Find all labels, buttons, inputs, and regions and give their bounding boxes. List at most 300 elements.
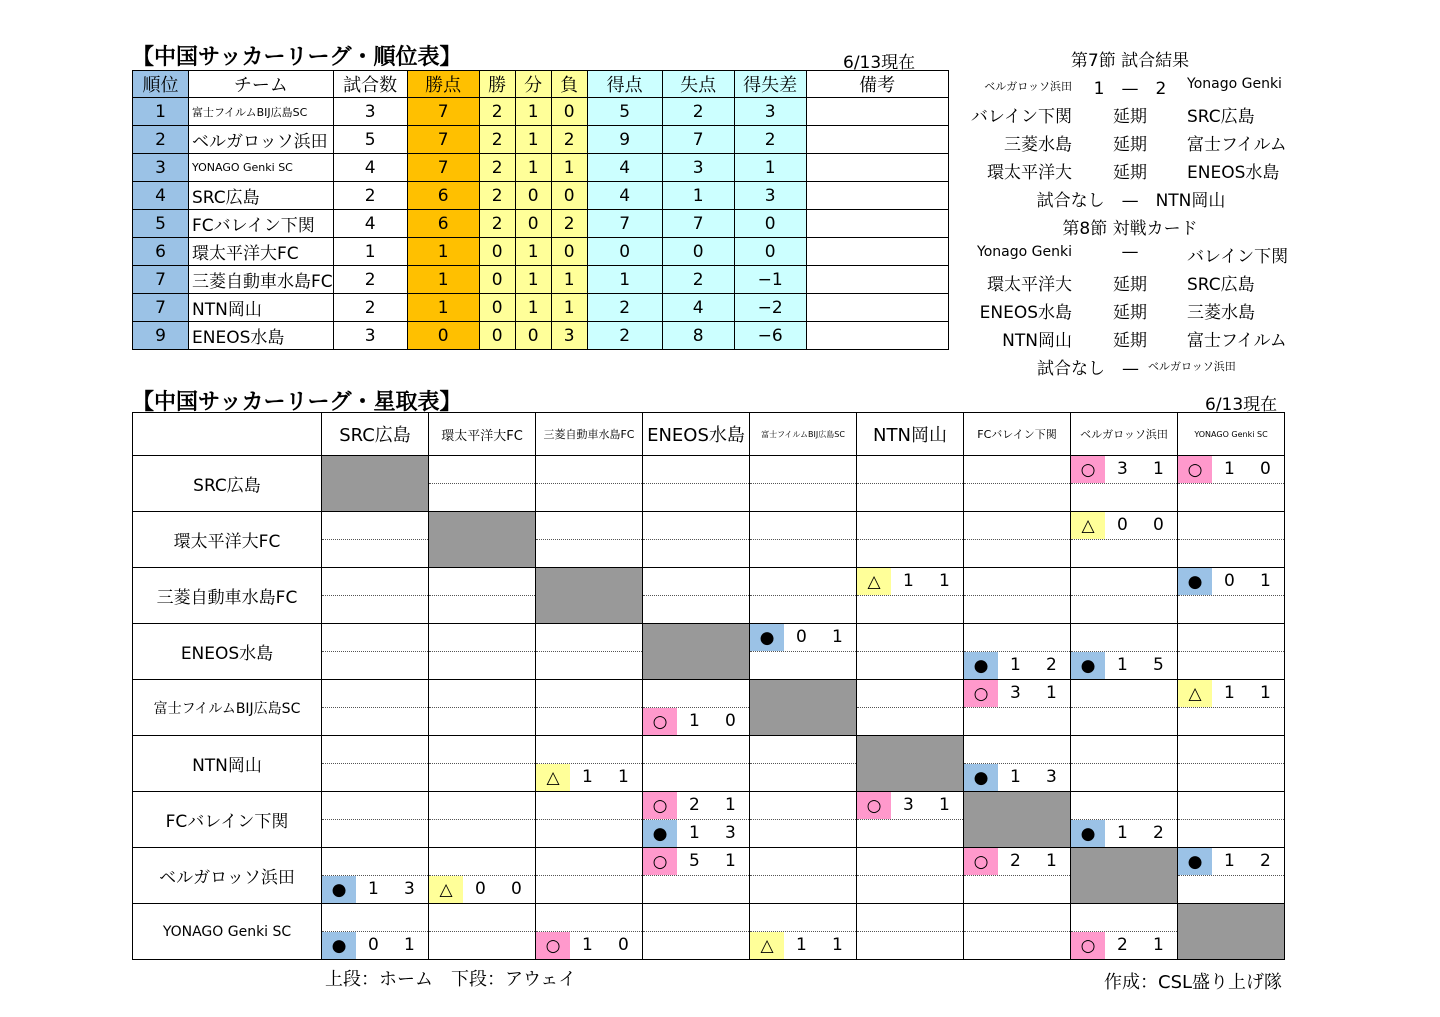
grid-col-header: NTN岡山 (857, 413, 964, 456)
grid-cell (643, 792, 750, 848)
grid-row-header: YONAGO Genki SC (133, 904, 322, 960)
grid-cell (322, 848, 429, 904)
round8-score: 延期 (1113, 275, 1147, 295)
grid-bot-half (750, 540, 856, 567)
grid-bot-half (1071, 932, 1177, 959)
grid-bot-half (964, 652, 1070, 679)
grid-row-header: ベルガロッソ浜田 (133, 848, 322, 904)
grid-cell (1178, 792, 1285, 848)
cell-points: 7 (407, 154, 479, 182)
grid-top-half (964, 512, 1070, 540)
grid-cell (322, 904, 429, 960)
cell-team: FCバレイン下関 (189, 210, 334, 238)
grid-top-half (536, 624, 642, 652)
grid-row-header: NTN岡山 (133, 736, 322, 792)
header-losses: 負 (551, 71, 587, 98)
result-mark: ● (322, 876, 356, 903)
grid-cell (643, 512, 750, 568)
grid-cell (1071, 568, 1178, 624)
cell-rank: 1 (133, 98, 189, 126)
grid-top-half (964, 736, 1070, 764)
round8-title: 第8節 対戦カード (1062, 219, 1198, 239)
grid-bot-half (1071, 820, 1177, 847)
grid-bot-half (1178, 764, 1284, 791)
grid-top-half (964, 904, 1070, 932)
grid-bot-half (643, 876, 749, 903)
standings-row (133, 322, 949, 350)
round8-home: Yonago Genki (977, 244, 1072, 260)
cell-goals-for: 0 (587, 238, 662, 266)
header-draws: 分 (515, 71, 551, 98)
cell-losses: 2 (551, 210, 587, 238)
grid-self-cell (322, 456, 429, 512)
grid-top-half (643, 848, 749, 876)
cell-goals-for: 7 (587, 210, 662, 238)
grid-row-header: ENEOS水島 (133, 624, 322, 680)
grid-bot-half (322, 820, 428, 847)
grid-bot-half (857, 820, 963, 847)
cell-rank: 4 (133, 182, 189, 210)
grid-top-half (322, 568, 428, 596)
grid-cell (1178, 848, 1285, 904)
cell-team: 三菱自動車水島FC (189, 266, 334, 294)
standings-row (133, 266, 949, 294)
goals-for: 3 (903, 795, 914, 815)
goals-for: 1 (689, 823, 700, 843)
cell-note (806, 322, 948, 350)
grid-bot-half (750, 484, 856, 511)
cell-goal-diff: 0 (734, 210, 806, 238)
cell-note (806, 266, 948, 294)
header-rank: 順位 (133, 71, 189, 98)
goals-for: 3 (1010, 683, 1021, 703)
grid-cell (536, 904, 643, 960)
grid-self-cell (750, 680, 857, 736)
cell-goals-against: 7 (662, 126, 734, 154)
result-mark: ○ (1071, 456, 1105, 483)
cell-points: 7 (407, 126, 479, 154)
grid-self-cell (1178, 904, 1285, 960)
grid-cell (964, 624, 1071, 680)
standings-row (133, 294, 949, 322)
header-goals-against: 失点 (662, 71, 734, 98)
cell-team: NTN岡山 (189, 294, 334, 322)
grid-bot-half (322, 876, 428, 903)
grid-top-half (964, 680, 1070, 708)
grid-bot-half (536, 652, 642, 679)
cell-draws: 0 (515, 182, 551, 210)
round7-bye: 試合なし — NTN岡山 (1036, 191, 1226, 211)
cell-note (806, 182, 948, 210)
grid-bot-half (643, 540, 749, 567)
grid-top-half (429, 736, 535, 764)
grid-cell (857, 512, 964, 568)
cell-losses: 3 (551, 322, 587, 350)
grid-bot-half (536, 820, 642, 847)
round7-away: ENEOS水島 (1187, 163, 1280, 183)
grid-top-half (322, 904, 428, 932)
header-goals-for: 得点 (587, 71, 662, 98)
grid-cell (1178, 568, 1285, 624)
goals-against: 1 (725, 851, 736, 871)
cell-goal-diff: 3 (734, 182, 806, 210)
goals-against: 1 (832, 935, 843, 955)
grid-bot-half (643, 820, 749, 847)
goals-for: 1 (1224, 683, 1235, 703)
cell-losses: 0 (551, 98, 587, 126)
goals-for: 1 (1224, 851, 1235, 871)
header-points: 勝点 (407, 71, 479, 98)
cell-draws: 1 (515, 126, 551, 154)
goals-against: 0 (725, 711, 736, 731)
goals-for: 1 (796, 935, 807, 955)
cell-wins: 2 (479, 154, 515, 182)
grid-bot-half (429, 932, 535, 959)
cell-team: YONAGO Genki SC (189, 154, 334, 182)
grid-row (133, 848, 1285, 904)
cell-goals-for: 1 (587, 266, 662, 294)
cell-points: 1 (407, 266, 479, 294)
goals-against: 2 (1260, 851, 1271, 871)
grid-cell (536, 624, 643, 680)
grid-cell (322, 568, 429, 624)
round8-score: 延期 (1113, 303, 1147, 323)
grid-top-half (1178, 680, 1284, 708)
cell-goals-against: 4 (662, 294, 734, 322)
cell-games: 2 (333, 294, 407, 322)
standings-header-row (133, 71, 949, 98)
cell-losses: 2 (551, 126, 587, 154)
grid-cell (536, 848, 643, 904)
grid-top-half (750, 736, 856, 764)
round7-score: 延期 (1113, 107, 1147, 127)
grid-bot-half (750, 652, 856, 679)
grid-cell (536, 792, 643, 848)
grid-cell (964, 736, 1071, 792)
goals-against: 1 (1153, 459, 1164, 479)
grid-bot-half (1178, 708, 1284, 735)
cell-goals-against: 7 (662, 210, 734, 238)
cell-losses: 0 (551, 238, 587, 266)
cell-goals-for: 2 (587, 322, 662, 350)
round8-bye-team: ベルガロッソ浜田 (1148, 360, 1236, 373)
grid-cell (1071, 792, 1178, 848)
grid-bot-half (643, 764, 749, 791)
grid-cell (536, 456, 643, 512)
grid-cell (536, 680, 643, 736)
cell-goals-against: 1 (662, 182, 734, 210)
grid-bot-half (1178, 820, 1284, 847)
grid-cell (1071, 624, 1178, 680)
grid-bot-half (1178, 484, 1284, 511)
grid-bot-half (857, 540, 963, 567)
round7-score: 1 — 2 (1093, 79, 1167, 99)
round8-away: SRC広島 (1187, 275, 1255, 295)
grid-self-cell (964, 792, 1071, 848)
cell-losses: 1 (551, 154, 587, 182)
cell-note (806, 210, 948, 238)
grid-top-half (857, 680, 963, 708)
grid-bot-half (1071, 652, 1177, 679)
grid-bot-half (536, 764, 642, 791)
result-mark: ● (964, 652, 998, 679)
grid-top-half (1071, 736, 1177, 764)
grid-top-half (429, 680, 535, 708)
cell-goal-diff: 3 (734, 98, 806, 126)
grid-top-half (857, 792, 963, 820)
grid-bot-half (429, 652, 535, 679)
round8-home: NTN岡山 (1002, 331, 1072, 351)
cell-rank: 6 (133, 238, 189, 266)
goals-for: 1 (689, 711, 700, 731)
grid-top-half (1071, 792, 1177, 820)
grid-cell (750, 456, 857, 512)
grid-cell (322, 680, 429, 736)
standings-as-of: 6/13現在 (843, 53, 916, 73)
grid-top-half (857, 568, 963, 596)
grid-cell (857, 848, 964, 904)
result-mark: ● (322, 932, 356, 959)
grid-cell (750, 624, 857, 680)
grid-cell (1178, 512, 1285, 568)
grid-cell (643, 568, 750, 624)
goals-for: 3 (1117, 459, 1128, 479)
grid-cell (857, 680, 964, 736)
goals-against: 1 (404, 935, 415, 955)
grid-bot-half (322, 932, 428, 959)
grid-top-half (857, 904, 963, 932)
result-mark: ○ (1071, 932, 1105, 959)
grid-cell (857, 456, 964, 512)
grid-top-half (429, 624, 535, 652)
cell-goals-for: 4 (587, 182, 662, 210)
result-mark: △ (857, 568, 891, 595)
cell-draws: 1 (515, 294, 551, 322)
goals-against: 3 (404, 879, 415, 899)
grid-bot-half (429, 708, 535, 735)
standings-row (133, 126, 949, 154)
cell-wins: 2 (479, 126, 515, 154)
cell-rank: 2 (133, 126, 189, 154)
result-mark: ○ (643, 708, 677, 735)
grid-cell (750, 512, 857, 568)
round8-home: ENEOS水島 (979, 303, 1072, 323)
grid-bot-half (429, 484, 535, 511)
grid-top-half (322, 680, 428, 708)
grid-cell (322, 624, 429, 680)
standings-row (133, 238, 949, 266)
grid-col-header: ENEOS水島 (643, 413, 750, 456)
grid-top-half (643, 792, 749, 820)
grid-top-half (857, 848, 963, 876)
grid-bot-half (1178, 596, 1284, 623)
grid-corner (133, 413, 322, 456)
grid-col-header: 富士フイルムBIJ広島SC (750, 413, 857, 456)
cell-losses: 0 (551, 182, 587, 210)
grid-top-half (1178, 848, 1284, 876)
grid-bot-half (1071, 484, 1177, 511)
round7-score: 延期 (1113, 135, 1147, 155)
grid-top-half (964, 456, 1070, 484)
cell-wins: 2 (479, 98, 515, 126)
round7-home: 環太平洋大 (987, 163, 1072, 183)
grid-bot-half (643, 484, 749, 511)
header-team: チーム (189, 71, 334, 98)
standings-row (133, 98, 949, 126)
grid-top-half (643, 904, 749, 932)
cell-draws: 1 (515, 98, 551, 126)
grid-bot-half (429, 596, 535, 623)
goals-against: 0 (618, 935, 629, 955)
goals-for: 5 (689, 851, 700, 871)
grid-top-half (322, 792, 428, 820)
grid-top-half (643, 736, 749, 764)
grid-cell (429, 624, 536, 680)
grid-top-half (1178, 624, 1284, 652)
cell-team: 環太平洋大FC (189, 238, 334, 266)
grid-top-half (964, 568, 1070, 596)
grid-bot-half (429, 876, 535, 903)
round8-bye-label: 試合なし — (1037, 359, 1139, 379)
grid-bot-half (964, 764, 1070, 791)
goals-for: 2 (1117, 935, 1128, 955)
goals-for: 1 (1224, 459, 1235, 479)
grid-cell (429, 848, 536, 904)
grid-top-half (1071, 680, 1177, 708)
grid-cell (322, 736, 429, 792)
grid-top-half (429, 904, 535, 932)
grid-cell (1178, 624, 1285, 680)
grid-row (133, 792, 1285, 848)
round8-away: バレイン下関 (1187, 247, 1289, 267)
grid-cell (964, 680, 1071, 736)
grid-bot-half (643, 708, 749, 735)
grid-bot-half (964, 932, 1070, 959)
grid-bot-half (1071, 764, 1177, 791)
cell-points: 7 (407, 98, 479, 126)
cell-note (806, 154, 948, 182)
grid-bot-half (429, 820, 535, 847)
cell-games: 5 (333, 126, 407, 154)
cell-draws: 1 (515, 266, 551, 294)
grid-cell (964, 904, 1071, 960)
grid-bot-half (322, 764, 428, 791)
grid-bot-half (964, 484, 1070, 511)
grid-top-half (429, 456, 535, 484)
grid-bot-half (750, 932, 856, 959)
grid-top-half (857, 456, 963, 484)
goals-against: 1 (1153, 935, 1164, 955)
grid-top-half (750, 624, 856, 652)
result-mark: ○ (643, 848, 677, 875)
goals-for: 0 (796, 627, 807, 647)
grid-bot-half (857, 876, 963, 903)
grid-bot-half (322, 708, 428, 735)
grid-cell (643, 456, 750, 512)
cell-points: 1 (407, 238, 479, 266)
grid-cell (536, 512, 643, 568)
grid-row (133, 904, 1285, 960)
cell-wins: 0 (479, 294, 515, 322)
grid-top-half (643, 456, 749, 484)
header-goal-diff: 得失差 (734, 71, 806, 98)
grid-bot-half (1178, 876, 1284, 903)
grid-bot-half (536, 484, 642, 511)
grid-cell (1071, 904, 1178, 960)
result-mark: ○ (536, 932, 570, 959)
cell-goals-against: 2 (662, 266, 734, 294)
cell-goals-against: 8 (662, 322, 734, 350)
goals-for: 1 (903, 571, 914, 591)
grid-bot-half (1178, 540, 1284, 567)
cell-points: 1 (407, 294, 479, 322)
cell-games: 2 (333, 266, 407, 294)
cell-losses: 1 (551, 294, 587, 322)
result-mark: ○ (964, 848, 998, 875)
grid-bot-half (964, 708, 1070, 735)
result-mark: △ (750, 932, 784, 959)
grid-cell (429, 736, 536, 792)
grid-cell (750, 736, 857, 792)
goals-for: 2 (1010, 851, 1021, 871)
round7-away: Yonago Genki (1187, 76, 1282, 92)
cell-goals-against: 3 (662, 154, 734, 182)
goals-against: 1 (1260, 683, 1271, 703)
grid-cell (1178, 456, 1285, 512)
cell-games: 1 (333, 238, 407, 266)
goals-for: 0 (1224, 571, 1235, 591)
cell-rank: 5 (133, 210, 189, 238)
grid-cell (643, 680, 750, 736)
grid-cell (536, 736, 643, 792)
standings-row (133, 210, 949, 238)
grid-cell (1178, 736, 1285, 792)
round7-home: 三菱水島 (1004, 135, 1072, 155)
grid-cell (964, 512, 1071, 568)
cell-rank: 9 (133, 322, 189, 350)
goals-against: 3 (1046, 767, 1057, 787)
grid-bot-half (322, 596, 428, 623)
grid-col-header: 環太平洋大FC (429, 413, 536, 456)
grid-self-cell (857, 736, 964, 792)
cell-team: ベルガロッソ浜田 (189, 126, 334, 154)
grid-col-header: SRC広島 (322, 413, 429, 456)
cell-games: 4 (333, 210, 407, 238)
cell-team: 富士フイルムBIJ広島SC (189, 98, 334, 126)
cell-goal-diff: −2 (734, 294, 806, 322)
cell-goal-diff: 2 (734, 126, 806, 154)
goals-for: 2 (689, 795, 700, 815)
grid-self-cell (1071, 848, 1178, 904)
grid-top-half (1071, 904, 1177, 932)
grid-cell (750, 568, 857, 624)
grid-top-half (536, 680, 642, 708)
grid-row-header: 三菱自動車水島FC (133, 568, 322, 624)
grid-cell (857, 904, 964, 960)
goals-against: 0 (511, 879, 522, 899)
cell-note (806, 98, 948, 126)
cell-team: SRC広島 (189, 182, 334, 210)
cell-goals-against: 0 (662, 238, 734, 266)
cell-draws: 1 (515, 238, 551, 266)
grid-top-half (750, 456, 856, 484)
result-mark: △ (1071, 512, 1105, 539)
round7-home: ベルガロッソ浜田 (984, 80, 1072, 93)
grid-row (133, 736, 1285, 792)
grid-self-cell (536, 568, 643, 624)
goals-against: 1 (1046, 851, 1057, 871)
round8-score: — (1121, 242, 1139, 262)
